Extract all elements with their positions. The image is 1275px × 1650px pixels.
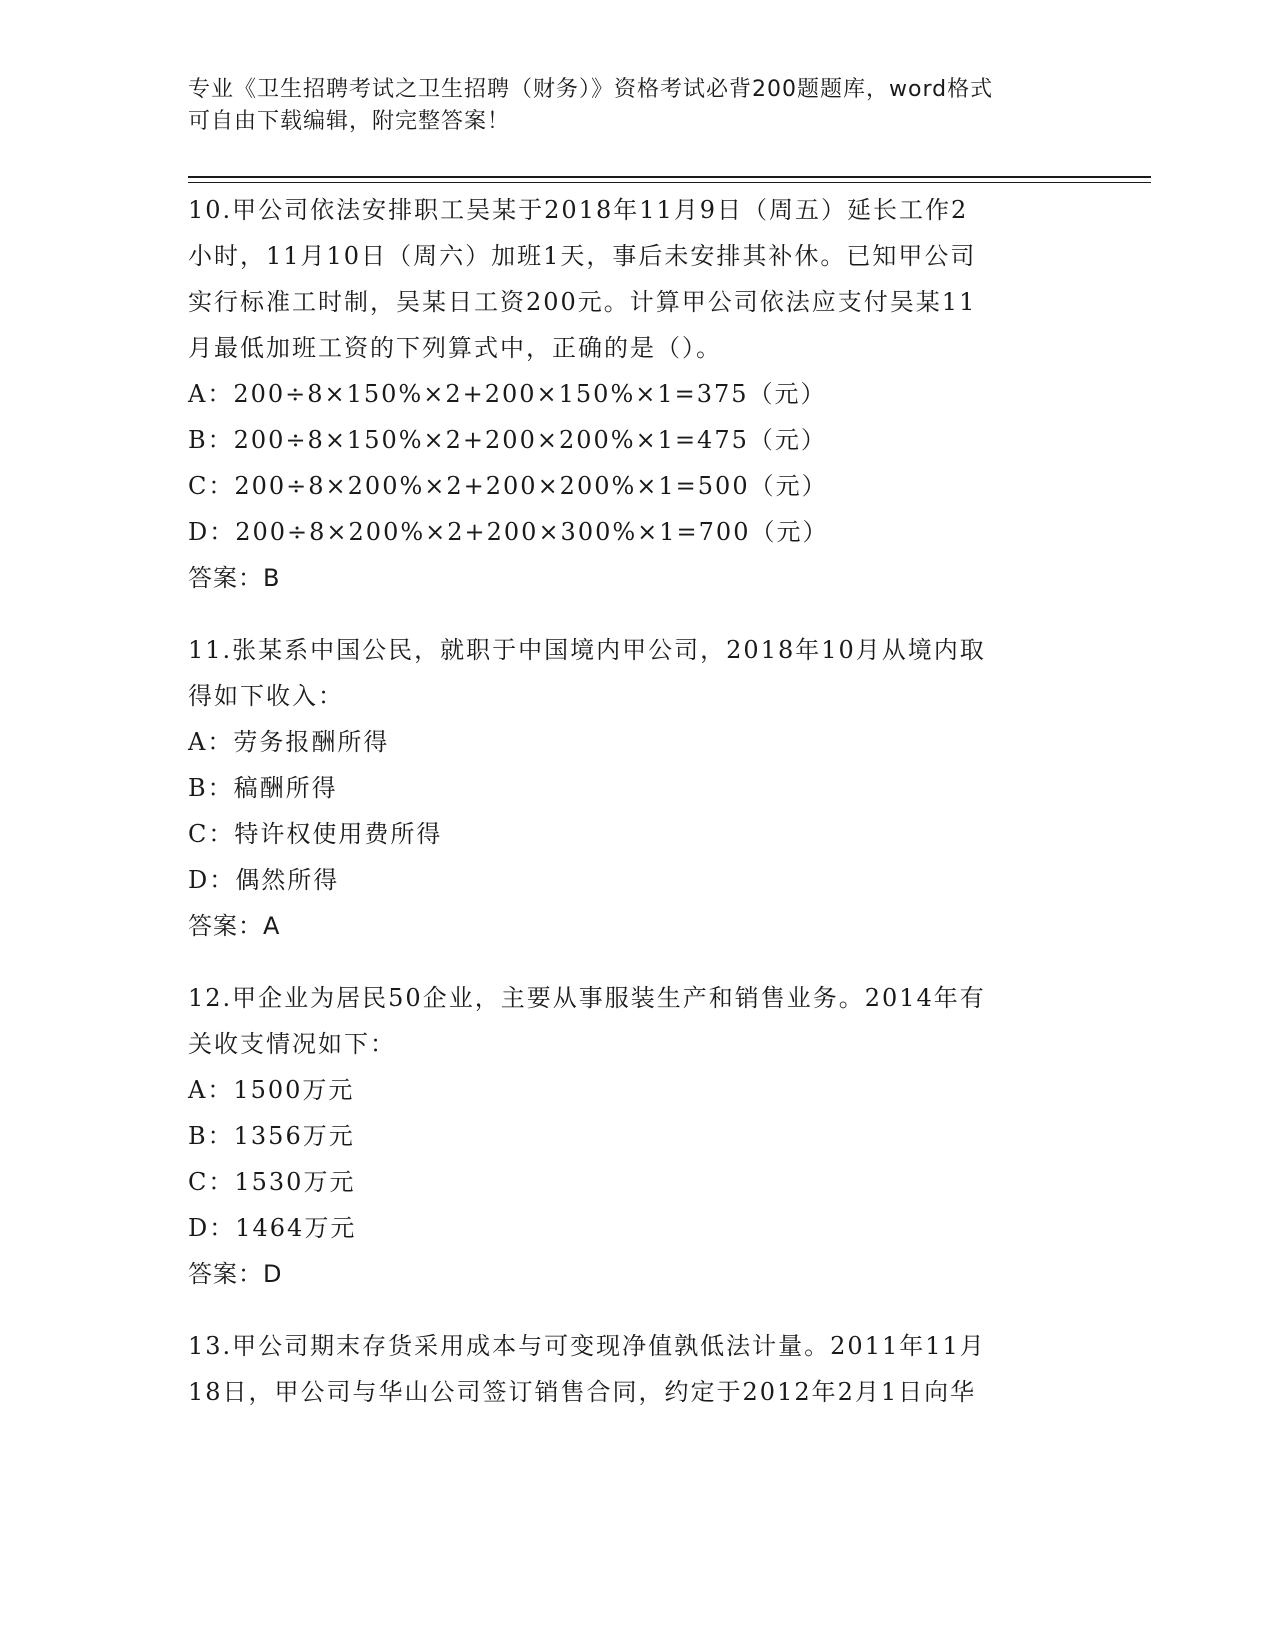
question-13 <box>188 1323 1088 1415</box>
option-b: B：稿酬所得 <box>188 774 338 802</box>
option-a: A：劳务报酬所得 <box>188 728 390 756</box>
question-10 <box>188 187 1088 601</box>
option-c: C：200÷8×200%×2+200×200%×1=500（元） <box>188 472 828 500</box>
header-divider-thin <box>188 182 1151 183</box>
question-11 <box>188 627 1088 949</box>
header-line-2: 可自由下载编辑，附完整答案！ <box>188 109 511 134</box>
question-stem-line: 12.甲企业为居民50企业，主要从事服装生产和销售业务。2014年有 <box>188 984 986 1012</box>
question-12 <box>188 975 1088 1297</box>
option-c: C：1530万元 <box>188 1168 356 1196</box>
answer-label: 答案：A <box>188 912 281 940</box>
question-stem-line: 得如下收入： <box>188 682 344 710</box>
question-stem-line: 10.甲公司依法安排职工吴某于2018年11月9日（周五）延长工作2 <box>188 196 969 224</box>
answer-label: 答案：D <box>188 1260 283 1288</box>
option-b: B：1356万元 <box>188 1122 355 1150</box>
document-header <box>188 74 1068 138</box>
header-divider-thick <box>188 176 1151 178</box>
option-b: B：200÷8×150%×2+200×200%×1=475（元） <box>188 426 827 454</box>
question-stem-line: 月最低加班工资的下列算式中，正确的是（）。 <box>188 334 722 362</box>
option-a: A：1500万元 <box>188 1076 355 1104</box>
answer-label: 答案：B <box>188 564 281 592</box>
question-stem-line: 实行标准工时制，吴某日工资200元。计算甲公司依法应支付吴某11 <box>188 288 977 316</box>
option-d: D：1464万元 <box>188 1214 357 1242</box>
option-c: C：特许权使用费所得 <box>188 820 443 848</box>
header-line-1: 专业《卫生招聘考试之卫生招聘（财务）》资格考试必背200题题库，word格式 <box>188 77 994 102</box>
option-d: D：200÷8×200%×2+200×300%×1=700（元） <box>188 518 829 546</box>
question-stem-line: 小时，11月10日（周六）加班1天，事后未安排其补休。已知甲公司 <box>188 242 977 270</box>
option-a: A：200÷8×150%×2+200×150%×1=375（元） <box>188 380 827 408</box>
question-stem-line: 13.甲公司期末存货采用成本与可变现净值孰低法计量。2011年11月 <box>188 1332 986 1360</box>
question-stem-line: 18日，甲公司与华山公司签订销售合同，约定于2012年2月1日向华 <box>188 1378 977 1406</box>
option-d: D：偶然所得 <box>188 866 340 894</box>
question-stem-line: 11.张某系中国公民，就职于中国境内甲公司，2018年10月从境内取 <box>188 636 986 664</box>
question-stem-line: 关收支情况如下： <box>188 1030 396 1058</box>
